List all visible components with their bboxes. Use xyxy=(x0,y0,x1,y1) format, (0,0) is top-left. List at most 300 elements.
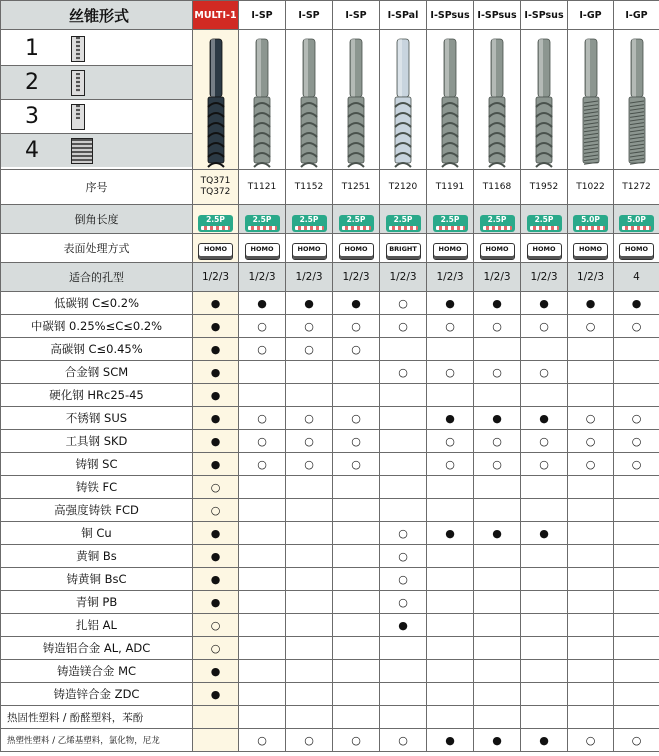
suitability-mark: ○ xyxy=(380,292,427,315)
table-title: 丝锥形式 xyxy=(1,1,193,30)
suitability-mark xyxy=(521,637,568,660)
product-code: T1272 xyxy=(614,170,659,205)
surface-badge xyxy=(292,243,327,260)
chamfer-badge xyxy=(198,215,233,232)
material-row xyxy=(1,706,659,729)
suitability-mark: ● xyxy=(239,292,286,315)
suitability-mark xyxy=(427,614,474,637)
suitability-mark xyxy=(427,476,474,499)
suitability-mark: ● xyxy=(193,407,239,430)
suitability-mark: ○ xyxy=(380,522,427,545)
tap-image xyxy=(333,30,380,170)
material-row xyxy=(1,637,659,660)
suitability-mark: ● xyxy=(193,568,239,591)
column-header-i-gp: I-GP xyxy=(614,1,659,30)
surface-value: HOMO xyxy=(579,245,602,253)
suitability-mark xyxy=(427,499,474,522)
suitability-mark xyxy=(333,568,380,591)
suitability-mark: ○ xyxy=(239,407,286,430)
chamfer-value: 2.5P xyxy=(299,214,319,224)
suitability-mark xyxy=(614,614,659,637)
suitability-mark xyxy=(427,660,474,683)
suitability-mark: ○ xyxy=(474,453,521,476)
suitability-mark xyxy=(474,568,521,591)
suitability-mark xyxy=(286,545,333,568)
material-label: 热固性塑料 / 酚醛塑料，苯酚 xyxy=(1,706,193,729)
surface-value: HOMO xyxy=(297,245,321,253)
suitability-mark: ● xyxy=(193,292,239,315)
suitability-mark xyxy=(427,384,474,407)
chamfer-row-label: 倒角长度 xyxy=(1,205,193,234)
hole-diagram-icon xyxy=(71,36,85,62)
suitability-mark xyxy=(239,499,286,522)
tap-image xyxy=(427,30,474,170)
suitability-mark xyxy=(380,706,427,729)
suitability-mark xyxy=(614,591,659,614)
suitability-mark xyxy=(239,522,286,545)
surface-row-label: 表面处理方式 xyxy=(1,234,193,263)
hole-type-4 xyxy=(1,134,192,167)
product-code: T1191 xyxy=(427,170,474,205)
hole-type-2 xyxy=(1,66,192,100)
material-row xyxy=(1,315,659,338)
suitability-mark xyxy=(474,384,521,407)
suitability-mark: ● xyxy=(521,729,568,752)
surface-value: HOMO xyxy=(438,245,462,253)
material-row xyxy=(1,292,659,315)
suitability-mark xyxy=(521,614,568,637)
suitability-mark xyxy=(521,568,568,591)
suitability-mark: ○ xyxy=(380,361,427,384)
suitability-mark xyxy=(474,614,521,637)
surface-badge xyxy=(527,243,562,260)
suitability-mark: ○ xyxy=(380,315,427,338)
suitability-mark xyxy=(286,683,333,706)
suitability-mark xyxy=(380,407,427,430)
suitability-mark xyxy=(239,683,286,706)
suitability-mark: ○ xyxy=(193,499,239,522)
suitability-mark xyxy=(333,545,380,568)
suitability-mark xyxy=(568,545,614,568)
suitability-mark: ○ xyxy=(614,315,659,338)
column-header-i-spsus: I-SPsus xyxy=(521,1,568,30)
suitability-mark xyxy=(380,499,427,522)
suitability-mark xyxy=(614,660,659,683)
code-row xyxy=(1,170,659,205)
material-row xyxy=(1,683,659,706)
suitability-mark: ○ xyxy=(286,453,333,476)
hole-type-value: 1/2/3 xyxy=(474,263,521,292)
suitability-mark xyxy=(333,706,380,729)
chamfer-value: 2.5P xyxy=(252,214,272,224)
suitability-mark xyxy=(286,637,333,660)
material-row xyxy=(1,660,659,683)
material-label: 铸造锌合金 ZDC xyxy=(1,683,193,706)
suitability-mark: ○ xyxy=(239,453,286,476)
suitability-mark xyxy=(286,660,333,683)
surface-badge xyxy=(339,243,374,260)
suitability-mark: ● xyxy=(193,545,239,568)
surface-value: HOMO xyxy=(625,245,648,253)
hole-type-value: 1/2/3 xyxy=(568,263,614,292)
thread-wave-icon xyxy=(576,226,605,230)
product-code: T1121 xyxy=(239,170,286,205)
suitability-mark: ○ xyxy=(239,729,286,752)
suitability-mark xyxy=(614,706,659,729)
suitability-mark xyxy=(427,591,474,614)
surface-cell xyxy=(614,234,659,263)
tap-drawing xyxy=(440,35,460,169)
material-label: 不锈钢 SUS xyxy=(1,407,193,430)
suitability-mark xyxy=(380,384,427,407)
chamfer-cell xyxy=(239,205,286,234)
suitability-mark: ○ xyxy=(521,453,568,476)
surface-row xyxy=(1,234,659,263)
tap-drawing xyxy=(252,35,272,169)
suitability-mark: ● xyxy=(474,407,521,430)
tap-drawing xyxy=(346,35,366,169)
chamfer-badge xyxy=(292,215,327,232)
suitability-mark xyxy=(521,499,568,522)
hole-type-number: 2 xyxy=(25,70,39,95)
suitability-mark: ○ xyxy=(333,729,380,752)
suitability-mark xyxy=(286,614,333,637)
material-row xyxy=(1,407,659,430)
chamfer-value: 2.5P xyxy=(487,214,507,224)
material-label: 硬化钢 HRc25-45 xyxy=(1,384,193,407)
suitability-mark xyxy=(427,338,474,361)
suitability-mark xyxy=(286,476,333,499)
suitability-mark: ○ xyxy=(333,453,380,476)
suitability-mark: ○ xyxy=(427,315,474,338)
suitability-mark: ● xyxy=(474,522,521,545)
product-code: T2120 xyxy=(380,170,427,205)
column-header-i-sp: I-SP xyxy=(286,1,333,30)
suitability-mark xyxy=(568,614,614,637)
chamfer-badge xyxy=(480,215,515,232)
hole-type-value: 1/2/3 xyxy=(193,263,239,292)
suitability-mark: ● xyxy=(474,729,521,752)
code-row-label: 序号 xyxy=(1,170,193,205)
tap-image xyxy=(286,30,333,170)
surface-cell xyxy=(521,234,568,263)
material-row xyxy=(1,568,659,591)
hole-type-1 xyxy=(1,32,192,66)
suitability-mark: ○ xyxy=(380,568,427,591)
suitability-mark xyxy=(286,522,333,545)
column-header-i-spsus: I-SPsus xyxy=(474,1,521,30)
suitability-mark xyxy=(474,545,521,568)
tap-image xyxy=(568,30,614,170)
tap-drawing xyxy=(206,35,226,169)
suitability-mark xyxy=(568,476,614,499)
column-header-i-sp: I-SP xyxy=(239,1,286,30)
thread-wave-icon xyxy=(622,226,651,230)
thread-wave-icon xyxy=(342,226,371,230)
tap-drawing xyxy=(393,35,413,169)
suitability-mark xyxy=(333,614,380,637)
suitability-mark: ○ xyxy=(239,315,286,338)
surface-badge xyxy=(433,243,468,260)
tap-drawing xyxy=(299,35,319,169)
suitability-mark: ● xyxy=(193,453,239,476)
suitability-mark: ● xyxy=(193,430,239,453)
suitability-mark: ○ xyxy=(239,430,286,453)
hole-type-number: 1 xyxy=(25,36,39,61)
suitability-mark: ● xyxy=(427,407,474,430)
suitability-mark xyxy=(568,637,614,660)
hole-type-value: 1/2/3 xyxy=(521,263,568,292)
suitability-mark: ○ xyxy=(474,430,521,453)
chamfer-cell xyxy=(568,205,614,234)
chamfer-value: 2.5P xyxy=(206,214,225,224)
surface-cell xyxy=(286,234,333,263)
header-row xyxy=(1,1,659,30)
column-header-i-spsus: I-SPsus xyxy=(427,1,474,30)
suitability-mark xyxy=(239,614,286,637)
image-row xyxy=(1,30,659,170)
material-label: 高碳钢 C≤0.45% xyxy=(1,338,193,361)
suitability-mark: ● xyxy=(333,292,380,315)
material-label: 铜 Cu xyxy=(1,522,193,545)
surface-value: HOMO xyxy=(250,245,274,253)
suitability-mark: ○ xyxy=(614,729,659,752)
suitability-mark xyxy=(380,453,427,476)
suitability-mark xyxy=(474,683,521,706)
tap-image xyxy=(474,30,521,170)
suitability-mark xyxy=(614,476,659,499)
suitability-mark xyxy=(333,660,380,683)
hole-type-3 xyxy=(1,100,192,134)
tap-image xyxy=(239,30,286,170)
suitability-mark xyxy=(568,361,614,384)
suitability-mark xyxy=(239,591,286,614)
tap-image xyxy=(521,30,568,170)
suitability-mark xyxy=(614,384,659,407)
surface-badge xyxy=(619,243,654,260)
suitability-mark: ○ xyxy=(333,338,380,361)
surface-badge xyxy=(573,243,608,260)
suitability-mark xyxy=(568,568,614,591)
material-label: 工具钢 SKD xyxy=(1,430,193,453)
suitability-mark: ● xyxy=(427,522,474,545)
chamfer-badge xyxy=(573,215,608,232)
suitability-mark xyxy=(568,591,614,614)
chamfer-value: 2.5P xyxy=(534,214,554,224)
hole-type-value: 1/2/3 xyxy=(239,263,286,292)
suitability-mark xyxy=(474,476,521,499)
suitability-mark: ○ xyxy=(380,545,427,568)
material-label: 青铜 PB xyxy=(1,591,193,614)
thread-wave-icon xyxy=(530,226,559,230)
product-code: T1952 xyxy=(521,170,568,205)
suitability-mark: ○ xyxy=(333,315,380,338)
suitability-mark: ○ xyxy=(333,407,380,430)
suitability-mark xyxy=(380,476,427,499)
column-header-i-gp: I-GP xyxy=(568,1,614,30)
tap-drawing xyxy=(487,35,507,169)
tap-image xyxy=(614,30,659,170)
tap-drawing xyxy=(534,35,554,169)
material-row xyxy=(1,430,659,453)
suitability-mark xyxy=(614,522,659,545)
hole-type-value: 1/2/3 xyxy=(333,263,380,292)
suitability-mark xyxy=(568,706,614,729)
suitability-mark xyxy=(239,568,286,591)
surface-cell xyxy=(239,234,286,263)
chamfer-cell xyxy=(474,205,521,234)
suitability-mark xyxy=(521,706,568,729)
chamfer-value: 2.5P xyxy=(346,214,366,224)
tap-image xyxy=(380,30,427,170)
hole-type-row-label: 适合的孔型 xyxy=(1,263,193,292)
suitability-mark: ○ xyxy=(568,407,614,430)
suitability-mark: ● xyxy=(193,361,239,384)
material-label: 铸黄铜 BsC xyxy=(1,568,193,591)
suitability-mark: ● xyxy=(614,292,659,315)
suitability-mark: ● xyxy=(193,522,239,545)
suitability-mark: ○ xyxy=(568,729,614,752)
suitability-mark xyxy=(239,384,286,407)
suitability-mark: ○ xyxy=(380,591,427,614)
chamfer-value: 5.0P xyxy=(581,214,600,224)
suitability-mark xyxy=(568,660,614,683)
material-row xyxy=(1,614,659,637)
suitability-mark xyxy=(568,522,614,545)
suitability-mark xyxy=(521,476,568,499)
chamfer-value: 5.0P xyxy=(627,214,646,224)
surface-value: BRIGHT xyxy=(389,245,417,253)
surface-cell xyxy=(474,234,521,263)
suitability-mark xyxy=(286,568,333,591)
suitability-mark xyxy=(380,338,427,361)
material-label: 黄铜 Bs xyxy=(1,545,193,568)
material-row xyxy=(1,384,659,407)
suitability-mark: ● xyxy=(193,683,239,706)
surface-badge xyxy=(245,243,280,260)
surface-cell xyxy=(193,234,239,263)
chamfer-row xyxy=(1,205,659,234)
suitability-mark xyxy=(474,499,521,522)
material-label: 高强度铸铁 FCD xyxy=(1,499,193,522)
suitability-mark: ● xyxy=(521,522,568,545)
material-row xyxy=(1,729,659,752)
suitability-mark xyxy=(614,545,659,568)
suitability-mark: ● xyxy=(521,407,568,430)
chamfer-cell xyxy=(521,205,568,234)
suitability-mark xyxy=(286,361,333,384)
suitability-mark xyxy=(521,384,568,407)
hole-type-number: 3 xyxy=(25,104,39,129)
material-label: 扎铝 AL xyxy=(1,614,193,637)
suitability-mark: ● xyxy=(193,384,239,407)
suitability-mark: ● xyxy=(568,292,614,315)
surface-cell xyxy=(380,234,427,263)
surface-cell xyxy=(333,234,380,263)
hole-type-value: 1/2/3 xyxy=(286,263,333,292)
tap-drawing xyxy=(627,35,647,169)
chamfer-cell xyxy=(614,205,659,234)
column-header-i-sp: I-SP xyxy=(333,1,380,30)
suitability-mark xyxy=(286,384,333,407)
suitability-mark xyxy=(614,361,659,384)
suitability-mark xyxy=(239,660,286,683)
suitability-mark: ● xyxy=(427,729,474,752)
product-code: T1022 xyxy=(568,170,614,205)
suitability-mark: ○ xyxy=(427,453,474,476)
material-label: 铸造镁合金 MC xyxy=(1,660,193,683)
suitability-mark xyxy=(568,683,614,706)
hole-type-value: 1/2/3 xyxy=(427,263,474,292)
suitability-mark xyxy=(568,338,614,361)
suitability-mark: ○ xyxy=(568,315,614,338)
chamfer-value: 2.5P xyxy=(393,214,413,224)
suitability-mark xyxy=(568,499,614,522)
hole-type-value: 4 xyxy=(614,263,659,292)
suitability-mark xyxy=(239,476,286,499)
suitability-mark: ○ xyxy=(474,315,521,338)
suitability-mark: ○ xyxy=(427,430,474,453)
material-row xyxy=(1,338,659,361)
suitability-mark xyxy=(474,338,521,361)
suitability-mark xyxy=(333,683,380,706)
chamfer-cell xyxy=(427,205,474,234)
surface-cell xyxy=(427,234,474,263)
product-code: T1251 xyxy=(333,170,380,205)
thread-wave-icon xyxy=(295,226,324,230)
suitability-mark xyxy=(614,499,659,522)
chamfer-badge xyxy=(245,215,280,232)
material-label: 热塑性塑料 / 乙烯基塑料，氯化物，尼龙 xyxy=(1,729,193,752)
suitability-mark: ○ xyxy=(333,430,380,453)
suitability-mark: ○ xyxy=(286,407,333,430)
suitability-mark xyxy=(427,683,474,706)
suitability-mark xyxy=(286,706,333,729)
material-row xyxy=(1,361,659,384)
chamfer-badge xyxy=(527,215,562,232)
suitability-mark xyxy=(568,384,614,407)
suitability-mark: ○ xyxy=(521,315,568,338)
suitability-mark xyxy=(474,706,521,729)
suitability-mark xyxy=(333,499,380,522)
hole-diagram-icon xyxy=(71,138,93,164)
suitability-mark: ○ xyxy=(568,430,614,453)
suitability-mark xyxy=(427,706,474,729)
hole-type-value: 1/2/3 xyxy=(380,263,427,292)
suitability-mark: ● xyxy=(427,292,474,315)
material-label: 低碳钢 C≤0.2% xyxy=(1,292,193,315)
suitability-mark: ○ xyxy=(286,315,333,338)
column-header-multi-1: MULTI-1 xyxy=(193,1,239,30)
suitability-mark: ○ xyxy=(193,637,239,660)
suitability-mark: ○ xyxy=(614,407,659,430)
thread-wave-icon xyxy=(201,226,230,230)
thread-wave-icon xyxy=(389,226,418,230)
suitability-mark: ○ xyxy=(286,430,333,453)
suitability-mark: ● xyxy=(286,292,333,315)
surface-value: HOMO xyxy=(204,245,227,253)
suitability-mark xyxy=(521,545,568,568)
material-row xyxy=(1,453,659,476)
suitability-mark xyxy=(521,338,568,361)
suitability-mark xyxy=(333,591,380,614)
material-label: 中碳钢 0.25%≤C≤0.2% xyxy=(1,315,193,338)
material-row xyxy=(1,476,659,499)
hole-type-legend xyxy=(1,30,193,170)
chamfer-badge xyxy=(619,215,654,232)
suitability-mark: ● xyxy=(193,591,239,614)
suitability-mark xyxy=(614,568,659,591)
